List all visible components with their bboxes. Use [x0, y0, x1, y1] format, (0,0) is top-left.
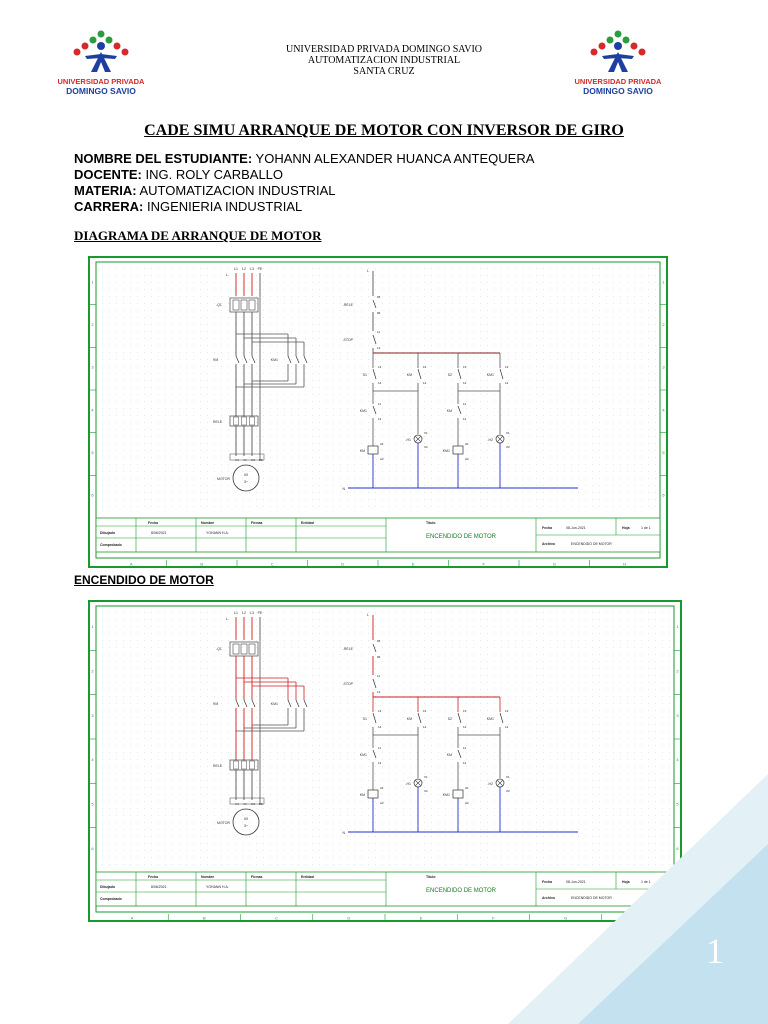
terminal-number: A2	[380, 801, 384, 805]
title-block-file-label: Archivo	[542, 896, 556, 900]
terminal-number: 11	[377, 330, 381, 334]
neutral-label: N	[342, 487, 345, 491]
row-marker: 6	[676, 845, 679, 851]
terminal-number: A2	[465, 457, 469, 461]
control-element-label: S1	[362, 717, 367, 721]
title-block-title: ENCENDIDO DE MOTOR	[426, 888, 496, 894]
student-row	[74, 151, 534, 167]
control-element-label: S2	[447, 373, 452, 377]
row-marker: 4	[91, 407, 94, 413]
terminal-number: 12	[463, 761, 467, 765]
title-block-date-label: Fecha	[542, 880, 553, 884]
control-element-label: KM1	[486, 717, 494, 721]
career-label: CARRERA:	[74, 199, 144, 214]
motor-symbol-letter: M	[244, 472, 248, 477]
title-block-file-label: Archivo	[542, 542, 556, 546]
control-supply-label: L	[367, 269, 369, 273]
motor-label: MOTOR	[217, 821, 230, 825]
motor-symbol-phases: 3~	[244, 824, 248, 828]
title-block-title: ENCENDIDO DE MOTOR	[426, 534, 496, 540]
interlock-label: KM1	[359, 753, 367, 757]
subject-label: MATERIA:	[74, 183, 137, 198]
coil-label: KM	[359, 793, 365, 797]
row-marker: 6	[662, 492, 665, 498]
university-logo-left	[55, 28, 147, 100]
terminal-number: 14	[463, 725, 467, 729]
terminal-number: 14	[423, 725, 427, 729]
coil-label: KM1	[442, 793, 450, 797]
terminal-number: A2	[380, 457, 384, 461]
logo-text-line1: UNIVERSIDAD PRIVADA	[57, 77, 145, 86]
header-subject: AUTOMATIZACION INDUSTRIAL	[307, 55, 461, 66]
title-block-checked: Comprobado	[100, 543, 122, 547]
row-marker: 1	[662, 279, 665, 285]
column-marker: H	[623, 561, 627, 567]
title-block-file: ENCENDIDO DE MOTOR	[571, 542, 612, 546]
row-marker: 2	[91, 668, 94, 674]
terminal-number: X2	[424, 445, 428, 449]
terminal-number: X1	[424, 775, 428, 779]
overload-relay-label: RELE	[213, 764, 223, 768]
terminal-number: A2	[465, 801, 469, 805]
column-marker: F	[492, 915, 495, 921]
teacher-value: ING. ROLY CARBALLO	[141, 167, 284, 182]
terminal-number: 14	[378, 725, 382, 729]
student-info	[74, 151, 534, 215]
motor-terminal: W1	[250, 802, 256, 806]
row-marker: 1	[91, 279, 94, 285]
terminal-number: 11	[378, 402, 382, 406]
column-marker: E	[419, 915, 423, 921]
title-block-header-date: Fecha	[148, 875, 159, 879]
lamp-label: -H1	[405, 782, 411, 786]
row-marker: 5	[676, 801, 679, 807]
title-block-sheet: 1 de 1	[641, 880, 651, 884]
motor-terminal: V1	[243, 458, 247, 462]
title-block-header-signatures: Firmas	[251, 875, 263, 879]
schematic-diagram-idle	[88, 256, 668, 568]
phase-label: L	[226, 273, 228, 277]
title-block-date: 8/06/2021	[151, 885, 167, 889]
section-title-motor-on: ENCENDIDO DE MOTOR	[74, 573, 214, 587]
page-corner-decoration	[508, 774, 768, 1024]
control-element-label: S2	[447, 717, 452, 721]
terminal-number: A1	[465, 442, 469, 446]
stop-relay-label: -RELE	[342, 303, 353, 307]
terminal-number: 14	[423, 381, 427, 385]
title-block-drawn: Dibujado	[100, 531, 115, 535]
column-marker: G	[564, 915, 568, 921]
column-marker: A	[130, 915, 134, 921]
terminal-number: X1	[506, 775, 510, 779]
terminal-number: 11	[378, 746, 382, 750]
control-element-label: KM1	[486, 373, 494, 377]
title-block-header-signatures: Firmas	[251, 521, 263, 525]
terminal-number: 13	[378, 365, 382, 369]
row-marker: 2	[662, 322, 665, 327]
column-marker: D	[347, 915, 351, 921]
row-marker: 4	[676, 757, 679, 763]
column-marker: C	[275, 915, 279, 921]
coil-label: KM	[359, 449, 365, 453]
coil-label: KM1	[442, 449, 450, 453]
row-marker: 4	[662, 407, 665, 413]
terminal-number: 14	[463, 381, 467, 385]
column-marker: D	[341, 561, 345, 567]
title-block-name: YOHANN H.A.	[206, 531, 229, 535]
terminal-number: 12	[377, 690, 381, 694]
title-block-header-name: Nombre	[201, 521, 215, 525]
breaker-label: -Q1	[216, 647, 222, 651]
terminal-number: X2	[424, 789, 428, 793]
title-block-date2: 08-Jun-2021	[566, 880, 586, 884]
terminal-number: 12	[378, 417, 382, 421]
terminal-number: X2	[506, 445, 510, 449]
row-marker: 3	[91, 712, 94, 718]
title-block-drawn: Dibujado	[100, 885, 115, 889]
title-block-checked: Comprobado	[100, 897, 122, 901]
university-logo-right	[572, 28, 664, 100]
row-marker: 1	[676, 624, 679, 630]
title-block-date2: 08-Jun-2021	[566, 526, 586, 530]
document-title: CADE SIMU ARRANQUE DE MOTOR CON INVERSOR DE GIRO	[144, 122, 624, 139]
teacher-row	[74, 167, 534, 183]
phase-label: L3	[250, 611, 254, 615]
motor-terminal: PE	[258, 802, 264, 806]
terminal-number: 12	[463, 417, 467, 421]
title-block-date-label: Fecha	[542, 526, 553, 530]
phase-label: L2	[242, 611, 246, 615]
contactor-km-label: KM	[213, 358, 219, 362]
student-label: NOMBRE DEL ESTUDIANTE:	[74, 151, 253, 166]
lamp-label: -H1	[405, 438, 411, 442]
subject-row	[74, 183, 534, 199]
column-marker: F	[482, 561, 485, 567]
row-marker: 6	[91, 492, 94, 498]
logo-emblem	[591, 31, 646, 73]
subject-value: AUTOMATIZACION INDUSTRIAL	[136, 183, 336, 198]
row-marker: 3	[662, 364, 665, 370]
terminal-number: A1	[380, 442, 384, 446]
logo-text-line1: UNIVERSIDAD PRIVADA	[574, 77, 662, 86]
terminal-number: 96	[377, 311, 381, 315]
title-block-header-entity: Entidad	[301, 521, 314, 525]
phase-label: L2	[242, 267, 246, 271]
interlock-label: KM	[446, 409, 452, 413]
terminal-number: 95	[377, 639, 381, 643]
terminal-number: 12	[377, 346, 381, 350]
terminal-number: 11	[377, 674, 381, 678]
row-marker: 5	[662, 450, 665, 455]
motor-terminal: U1	[235, 458, 239, 462]
motor-symbol-phases: 3~	[244, 480, 248, 484]
title-block-header-title: Título	[426, 521, 436, 525]
motor-label: MOTOR	[217, 477, 230, 481]
document-header	[200, 44, 568, 77]
phase-label: L1	[234, 611, 238, 615]
title-block-header-title: Título	[426, 875, 436, 879]
title-block-sheet: 1 de 1	[641, 526, 651, 530]
header-university: UNIVERSIDAD PRIVADA DOMINGO SAVIO	[285, 44, 483, 55]
contactor-km1-label: KM1	[270, 358, 278, 362]
column-marker: E	[411, 561, 415, 567]
row-marker: 5	[91, 450, 94, 455]
control-element-label: KM	[406, 717, 412, 721]
terminal-number: 96	[377, 655, 381, 659]
career-row	[74, 199, 534, 215]
column-marker: B	[200, 561, 204, 567]
stop-relay-label: -RELE	[342, 647, 353, 651]
row-marker: 1	[91, 624, 94, 630]
terminal-number: 11	[463, 746, 467, 750]
control-supply-label: L	[367, 613, 369, 617]
terminal-number: X2	[506, 789, 510, 793]
terminal-number: 13	[463, 365, 467, 369]
column-marker: G	[552, 561, 556, 567]
terminal-number: 95	[377, 295, 381, 299]
terminal-number: 13	[378, 709, 382, 713]
page-number: 1	[706, 931, 724, 971]
control-element-label: S1	[362, 373, 367, 377]
stop-button-label: -STOP	[342, 682, 353, 686]
terminal-number: 13	[423, 365, 427, 369]
terminal-number: X1	[506, 431, 510, 435]
phase-label: L1	[234, 267, 238, 271]
stop-button-label: -STOP	[342, 338, 353, 342]
title-block-name: YOHANN H.A.	[206, 885, 229, 889]
teacher-label: DOCENTE:	[74, 167, 142, 182]
terminal-number: X1	[424, 431, 428, 435]
title-block-header-name: Nombre	[201, 875, 215, 879]
title-block-sheet-label: Hoja	[622, 526, 630, 530]
motor-terminal: U1	[235, 802, 239, 806]
motor-terminal: PE	[258, 458, 264, 462]
title-block-sheet-label: Hoja	[622, 880, 630, 884]
row-marker: 5	[91, 801, 94, 807]
overload-relay-label: RELE	[213, 420, 223, 424]
row-marker: 2	[676, 668, 679, 674]
terminal-number: 13	[505, 709, 509, 713]
row-marker: 2	[91, 322, 94, 327]
terminal-number: 13	[463, 709, 467, 713]
logo-emblem	[74, 31, 129, 73]
title-block-file: ENCENDIDO DE MOTOR	[571, 896, 612, 900]
contactor-km-label: KM	[213, 702, 219, 706]
terminal-number: 13	[423, 709, 427, 713]
neutral-label: N	[342, 831, 345, 835]
control-element-label: KM	[406, 373, 412, 377]
motor-terminal: V1	[243, 802, 247, 806]
interlock-label: KM1	[359, 409, 367, 413]
lamp-label: -H2	[487, 782, 493, 786]
contactor-km1-label: KM1	[270, 702, 278, 706]
logo-text-line2: DOMINGO SAVIO	[583, 86, 653, 96]
phase-label: PE	[257, 611, 263, 615]
motor-terminal: W1	[250, 458, 256, 462]
row-marker: 3	[676, 712, 679, 718]
row-marker: 4	[91, 757, 94, 763]
logo-text-line2: DOMINGO SAVIO	[66, 86, 136, 96]
title-block-date: 8/06/2021	[151, 531, 167, 535]
section-title-diagram: DIAGRAMA DE ARRANQUE DE MOTOR	[74, 228, 322, 243]
terminal-number: A1	[465, 786, 469, 790]
row-marker: 6	[91, 845, 94, 851]
terminal-number: 14	[378, 381, 382, 385]
row-marker: 3	[91, 364, 94, 370]
student-value: YOHANN ALEXANDER HUANCA ANTEQUERA	[252, 151, 535, 166]
phase-label: L3	[250, 267, 254, 271]
terminal-number: A1	[380, 786, 384, 790]
motor-symbol-letter: M	[244, 816, 248, 821]
terminal-number: 14	[505, 725, 509, 729]
terminal-number: 11	[463, 402, 467, 406]
title-block-header-date: Fecha	[148, 521, 159, 525]
terminal-number: 12	[378, 761, 382, 765]
phase-label: PE	[257, 267, 263, 271]
career-value: INGENIERIA INDUSTRIAL	[143, 199, 303, 214]
column-marker: A	[129, 561, 133, 567]
breaker-label: -Q1	[216, 303, 222, 307]
interlock-label: KM	[446, 753, 452, 757]
title-block-header-entity: Entidad	[301, 875, 314, 879]
terminal-number: 13	[505, 365, 509, 369]
column-marker: C	[270, 561, 274, 567]
terminal-number: 14	[505, 381, 509, 385]
phase-label: L	[226, 617, 228, 621]
column-marker: B	[203, 915, 206, 921]
lamp-label: -H2	[487, 438, 493, 442]
header-city: SANTA CRUZ	[353, 66, 415, 77]
